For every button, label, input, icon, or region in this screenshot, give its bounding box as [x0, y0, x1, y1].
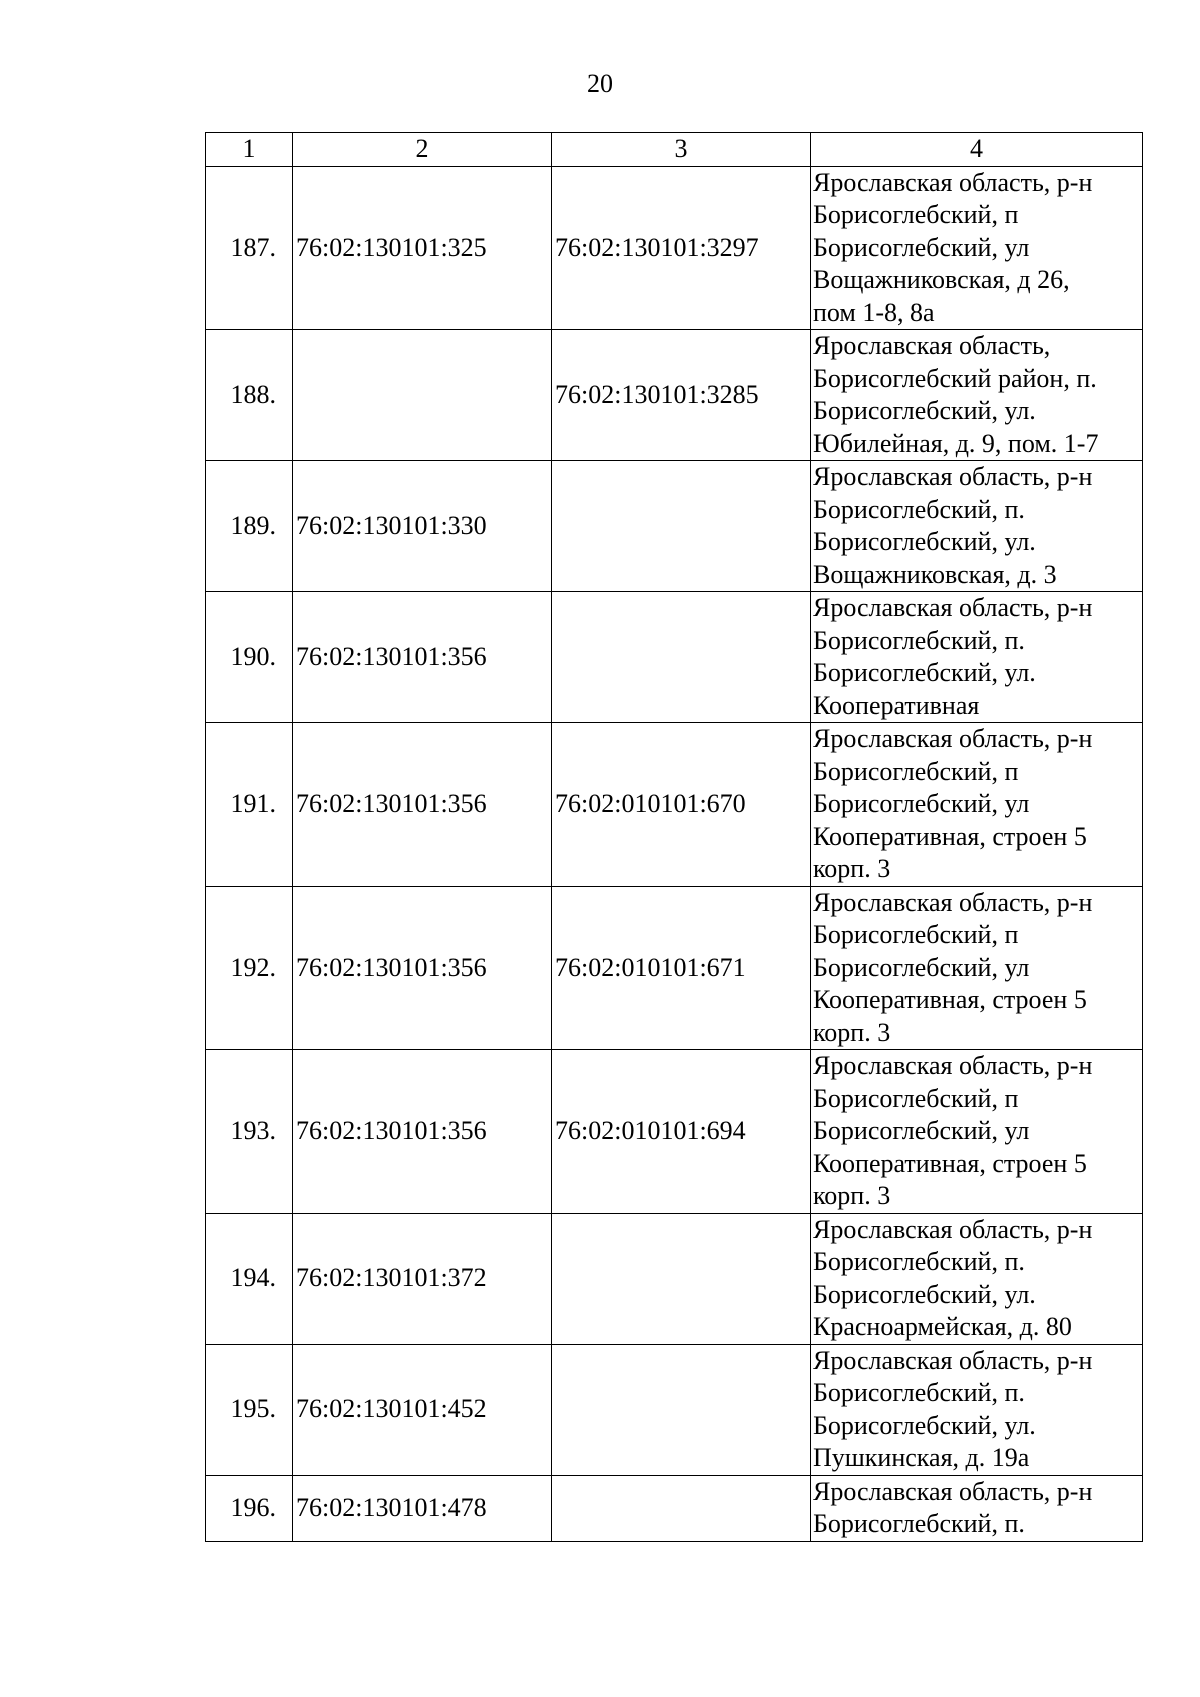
cadastral-number-cell: 76:02:130101:452 [293, 1344, 552, 1475]
address-line: пом 1-8, 8а [813, 297, 935, 327]
address-line: Борисоглебский, ул. [813, 658, 1036, 687]
table-row [206, 166, 1143, 330]
address-line: Борисоглебский, п. [813, 1247, 1025, 1276]
address-cell [811, 886, 1143, 1050]
address-line: Ярославская область, р-н [813, 462, 1093, 491]
address-line: Борисоглебский, п [813, 920, 1019, 949]
address-line: Борисоглебский, п. [813, 1509, 1025, 1538]
address-line: Борисоглебский, ул [813, 789, 1030, 818]
row-number: 193. [206, 1050, 293, 1214]
address-line: Ярославская область, р-н [813, 593, 1093, 622]
table-row [206, 1213, 1143, 1344]
header-col-3: 3 [552, 133, 811, 167]
address-cell [811, 1213, 1143, 1344]
object-cadastral-number-cell: 76:02:130101:3297 [552, 166, 811, 330]
cadastral-number-cell: 76:02:130101:356 [293, 886, 552, 1050]
address-line: Кооперативная, строен 5 [813, 821, 1087, 851]
address-line: Кооперативная [813, 690, 980, 720]
header-row [206, 133, 1143, 167]
address-line: Кооперативная, строен 5 [813, 1148, 1087, 1178]
header-col-1: 1 [206, 133, 293, 167]
object-cadastral-number-cell [552, 461, 811, 592]
row-number: 194. [206, 1213, 293, 1344]
table-body [206, 166, 1143, 1541]
table-row [206, 1475, 1143, 1541]
row-number: 187. [206, 166, 293, 330]
address-line: Борисоглебский, п [813, 756, 1019, 786]
address-cell [811, 1344, 1143, 1475]
address-cell [811, 592, 1143, 723]
address-line: Ярославская область, р-н [813, 1214, 1093, 1244]
object-cadastral-number-cell: 76:02:010101:694 [552, 1050, 811, 1214]
registry-table [205, 132, 1143, 1542]
page-number: 20 [587, 69, 613, 98]
address-line: Пушкинская, д. 19а [813, 1443, 1030, 1472]
header-col-4: 4 [811, 133, 1143, 167]
address-cell [811, 1050, 1143, 1214]
address-line: Борисоглебский, п. [813, 494, 1025, 524]
address-line: Ярославская область, р-н [813, 1051, 1093, 1080]
address-line: Вощажниковская, д. 3 [813, 559, 1057, 589]
cadastral-number-cell: 76:02:130101:330 [293, 461, 552, 592]
address-line: Борисоглебский, п. [813, 1378, 1025, 1407]
address-line: Ярославская область, р-н [813, 1476, 1093, 1506]
table-row [206, 1344, 1143, 1475]
table-row [206, 461, 1143, 592]
address-line: Юбилейная, д. 9, пом. 1-7 [813, 428, 1099, 458]
address-cell [811, 461, 1143, 592]
address-line: Борисоглебский, ул [813, 1116, 1030, 1145]
table-row [206, 723, 1143, 887]
address-line: Борисоглебский, ул. [813, 1279, 1036, 1309]
table-row [206, 886, 1143, 1050]
row-number: 192. [206, 886, 293, 1050]
address-line: Борисоглебский, ул [813, 952, 1030, 982]
row-number: 196. [206, 1475, 293, 1541]
address-line: Вощажниковская, д 26, [813, 265, 1070, 294]
table-row [206, 592, 1143, 723]
address-line: Ярославская область, р-н [813, 1345, 1093, 1375]
cadastral-number-cell: 76:02:130101:356 [293, 1050, 552, 1214]
address-line: Красноармейская, д. 80 [813, 1312, 1072, 1341]
row-number: 191. [206, 723, 293, 887]
table-row [206, 1050, 1143, 1214]
row-number: 188. [206, 330, 293, 461]
cadastral-number-cell: 76:02:130101:325 [293, 166, 552, 330]
object-cadastral-number-cell: 76:02:010101:670 [552, 723, 811, 887]
address-line: корп. 3 [813, 1181, 891, 1210]
address-cell [811, 166, 1143, 330]
address-line: Ярославская область, р-н [813, 887, 1093, 917]
address-line: Борисоглебский район, п. [813, 363, 1097, 393]
address-line: Ярославская область, р-н [813, 724, 1093, 753]
object-cadastral-number-cell: 76:02:010101:671 [552, 886, 811, 1050]
cadastral-number-cell: 76:02:130101:356 [293, 723, 552, 887]
row-number: 190. [206, 592, 293, 723]
address-line: Ярославская область, [813, 331, 1051, 360]
cadastral-number-cell: 76:02:130101:478 [293, 1475, 552, 1541]
cadastral-number-cell [293, 330, 552, 461]
address-cell [811, 1475, 1143, 1541]
cadastral-number-cell: 76:02:130101:356 [293, 592, 552, 723]
object-cadastral-number-cell [552, 1344, 811, 1475]
row-number: 189. [206, 461, 293, 592]
object-cadastral-number-cell [552, 1475, 811, 1541]
address-line: Борисоглебский, п [813, 200, 1019, 229]
address-line: Борисоглебский, ул [813, 232, 1030, 262]
address-line: корп. 3 [813, 1017, 891, 1047]
address-line: Борисоглебский, п. [813, 625, 1025, 655]
address-cell [811, 723, 1143, 887]
table-header [206, 133, 1143, 167]
address-cell [811, 330, 1143, 461]
address-line: корп. 3 [813, 854, 891, 883]
address-line: Борисоглебский, ул. [813, 527, 1036, 556]
row-number: 195. [206, 1344, 293, 1475]
address-line: Борисоглебский, ул. [813, 1410, 1036, 1440]
address-line: Борисоглебский, ул. [813, 396, 1036, 425]
object-cadastral-number-cell: 76:02:130101:3285 [552, 330, 811, 461]
address-line: Ярославская область, р-н [813, 167, 1093, 197]
cadastral-number-cell: 76:02:130101:372 [293, 1213, 552, 1344]
table-row [206, 330, 1143, 461]
object-cadastral-number-cell [552, 592, 811, 723]
header-col-2: 2 [293, 133, 552, 167]
object-cadastral-number-cell [552, 1213, 811, 1344]
address-line: Борисоглебский, п [813, 1083, 1019, 1113]
address-line: Кооперативная, строен 5 [813, 985, 1087, 1014]
